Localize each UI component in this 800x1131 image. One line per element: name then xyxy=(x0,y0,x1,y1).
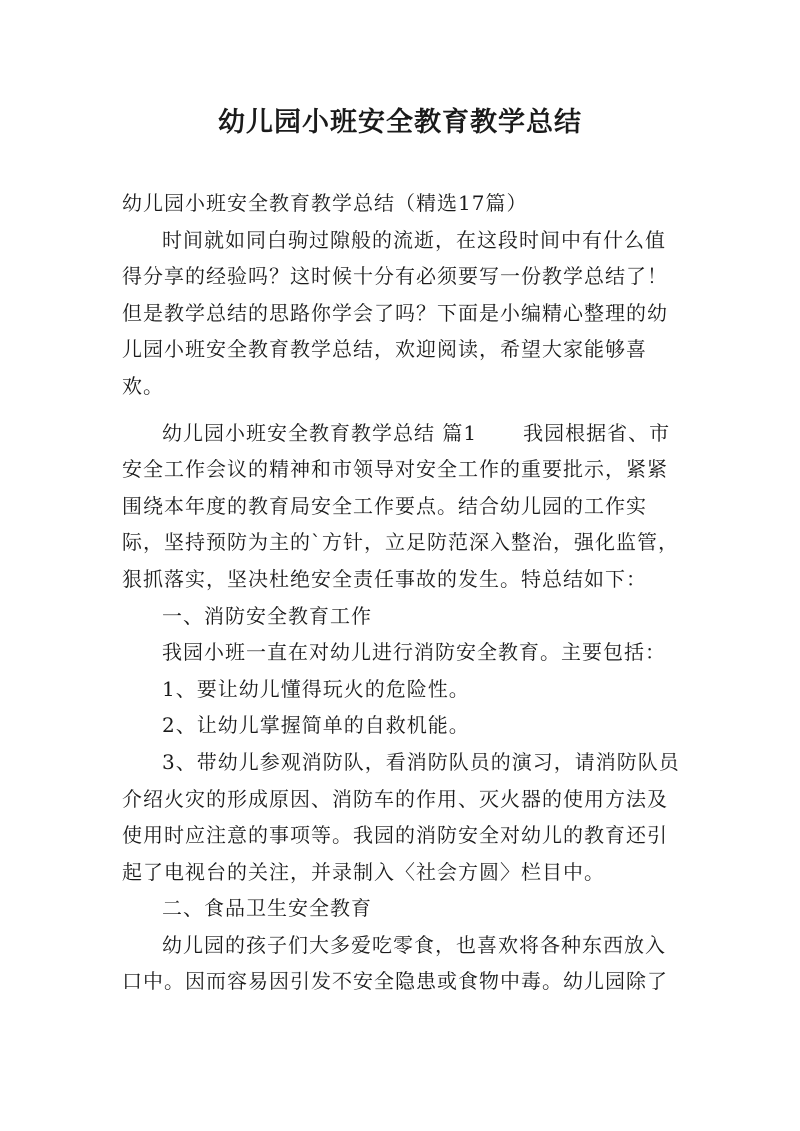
document-body xyxy=(122,185,682,1000)
fire-list-item-1: 1、要让幼儿懂得玩火的危险性。 xyxy=(162,676,470,701)
heading-food-safety: 二、食品卫生安全教育 xyxy=(162,896,372,921)
intro-paragraph: 时间就如同白驹过隙般的流逝，在这段时间中有什么值得分享的经验吗？这时候十分有必须要写一份教学总结了！但是教学总结的思路你学会了吗？下面是小编精心整理的幼儿园小班安全教育教学总结，欢迎阅读，希望大家能够喜欢。 xyxy=(122,227,668,398)
document-subtitle: 幼儿园小班安全教育教学总结（精选17篇） xyxy=(122,191,528,215)
section1-text: 我园根据省、市安全工作会议的精神和市领导对安全工作的重要批示，紧紧围绕本年度的教育局安全工作要点。结合幼儿园的工作实际，坚持预防为主的`方针，立足防范深入整治，强化监管，狠抓落实，坚决杜绝安全责任事故的发生。特总结如下： xyxy=(122,420,679,591)
fire-list-item-2: 2、让幼儿掌握简单的自救机能。 xyxy=(162,713,470,738)
food-paragraph: 幼儿园的孩子们大多爱吃零食，也喜欢将各种东西放入口中。因而容易因引发不安全隐患或食物中毒。幼儿园除了 xyxy=(122,932,668,994)
fire-list-item-3: 3、带幼儿参观消防队，看消防队员的演习，请消防队员介绍火灾的形成原因、消防车的作用、灭火器的使用方法及使用时应注意的事项等。我园的消防安全对幼儿的教育还引起了电视台的关注，并录制入〈社会方圆〉栏目中。 xyxy=(122,749,680,884)
document-title: 幼儿园小班安全教育教学总结 xyxy=(218,107,582,138)
section1-heading: 幼儿园小班安全教育教学总结 篇1 xyxy=(162,420,478,445)
heading-fire-safety: 一、消防安全教育工作 xyxy=(162,603,372,628)
fire-intro-paragraph: 我园小班一直在对幼儿进行消防安全教育。主要包括： xyxy=(162,640,666,665)
section1-paragraph xyxy=(122,415,682,598)
